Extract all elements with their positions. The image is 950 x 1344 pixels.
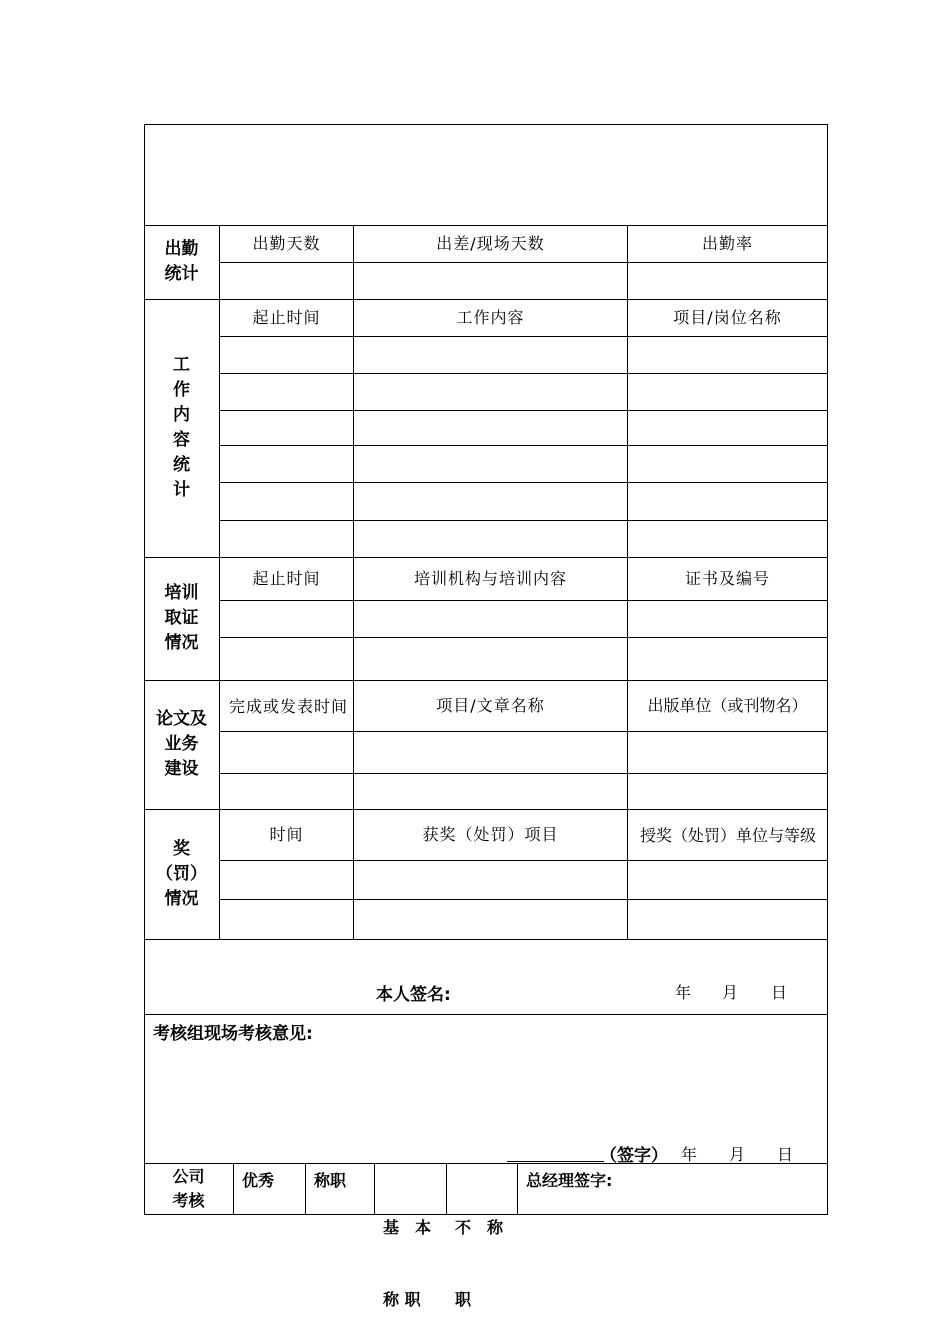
review-sign-label: （签字） — [600, 1146, 668, 1166]
training-header-institution: 培训机构与培训内容 — [413, 569, 567, 588]
attendance-label: 出勤 统计 — [164, 239, 199, 284]
papers-header-date: 完成或发表时间 — [229, 696, 349, 716]
rewards-label: 奖 （罚） 情况 — [156, 838, 207, 909]
self-sign-day: 日 — [771, 983, 788, 1002]
training-label: 培训 取证 情况 — [164, 583, 199, 653]
company-label: 公司 考核 — [172, 1167, 205, 1210]
work-label: 工 作 内 容 统 计 — [173, 355, 190, 500]
option-excellent[interactable]: 优秀 — [242, 1171, 275, 1190]
papers-label: 论文及 业务 建设 — [156, 709, 207, 779]
papers-header-title: 项目/文章名称 — [436, 696, 545, 715]
papers-header-publisher: 出版单位（或刊物名） — [647, 696, 808, 715]
rewards-header-time: 时间 — [269, 825, 304, 844]
review-month: 月 — [729, 1145, 746, 1164]
option-competent[interactable]: 称职 — [314, 1171, 347, 1190]
rewards-header-unit: 授奖（处罚）单位与等级 — [639, 825, 816, 845]
rewards-header-item: 获奖（处罚）项目 — [422, 825, 559, 844]
self-sign-label: 本人签名: — [376, 985, 451, 1005]
work-header-period: 起止时间 — [252, 308, 321, 327]
option-incompetent[interactable]: 不 称 职 — [455, 1218, 504, 1309]
review-title: 考核组现场考核意见: — [153, 1024, 313, 1044]
self-sign-year: 年 — [675, 983, 692, 1002]
attendance-header-rate: 出勤率 — [701, 234, 753, 253]
work-header-content: 工作内容 — [456, 308, 525, 327]
self-sign-month: 月 — [722, 983, 739, 1002]
attendance-header-days: 出勤天数 — [252, 234, 321, 253]
training-header-period: 起止时间 — [252, 569, 321, 588]
review-day: 日 — [777, 1145, 794, 1164]
review-year: 年 — [681, 1145, 698, 1164]
gm-sign-label: 总经理签字: — [526, 1171, 613, 1190]
work-header-project: 项目/岗位名称 — [673, 308, 782, 327]
training-header-certificate: 证书及编号 — [684, 569, 770, 588]
option-basically-competent[interactable]: 基 本 称 职 — [383, 1218, 432, 1309]
attendance-header-trip-days: 出差/现场天数 — [436, 234, 545, 253]
